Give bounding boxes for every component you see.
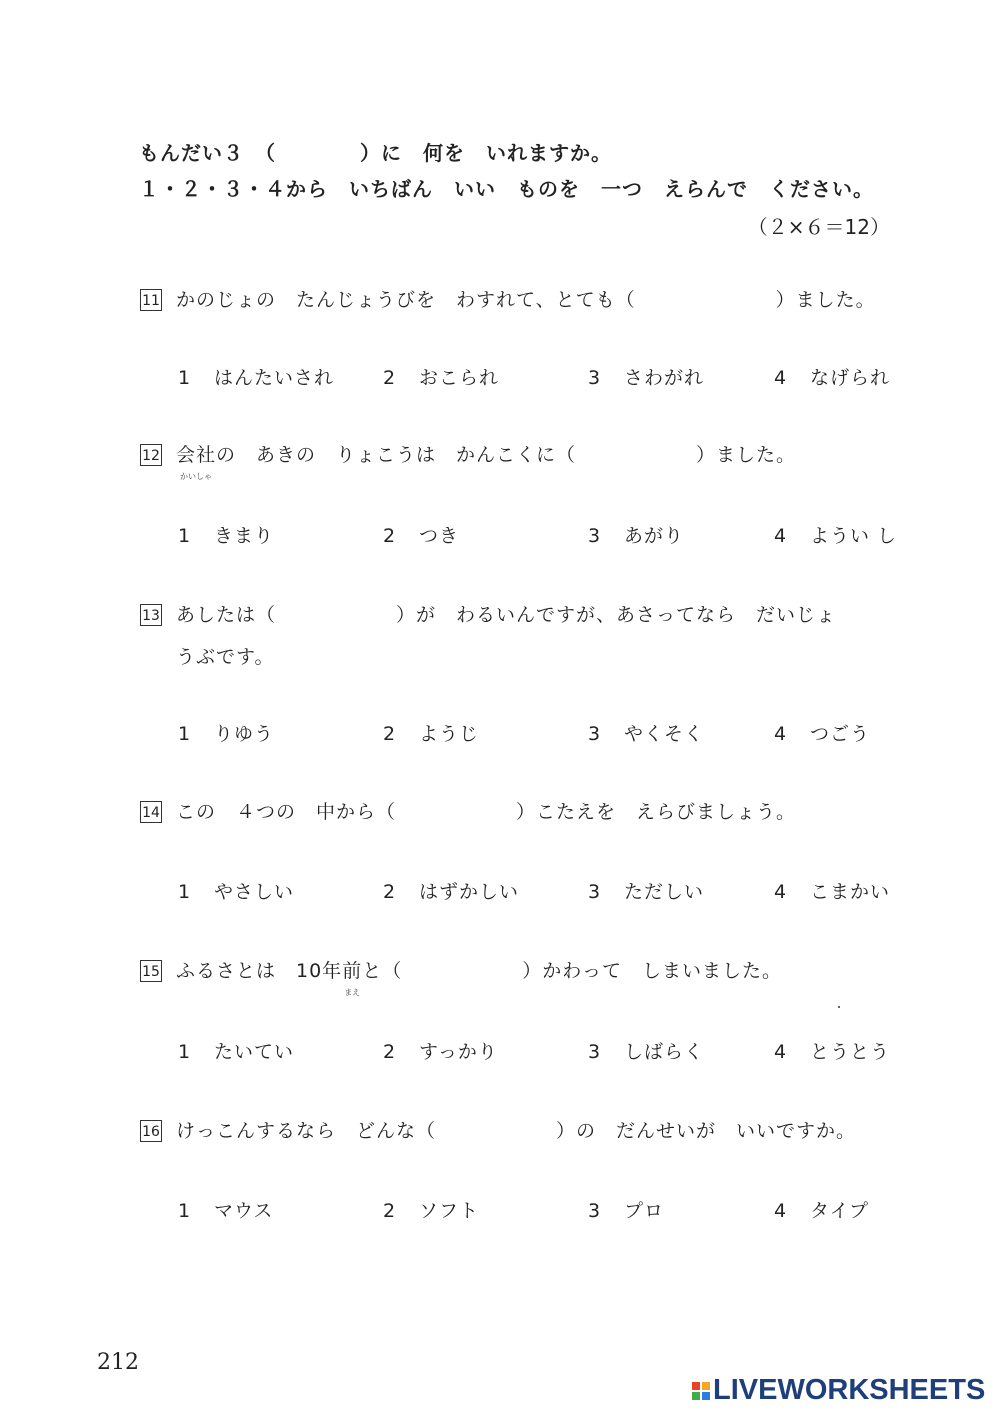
option-1[interactable]: 1 たいてい (178, 1041, 295, 1063)
option-3[interactable]: 3 プロ (588, 1200, 665, 1222)
question-number: 11 (140, 289, 162, 311)
kanji-word: 会社 (176, 444, 217, 466)
option-2[interactable]: 2 おこられ (383, 367, 500, 389)
option-3[interactable]: 3 あがり (588, 525, 685, 547)
options-15 (178, 1037, 918, 1063)
option-4[interactable]: 4 こまかい (774, 881, 891, 903)
question-text: けっこんするなら どんな（ ）の だんせいが いいですか。 (176, 1120, 857, 1142)
options-16 (178, 1196, 918, 1222)
furigana: かいしゃ (180, 472, 212, 481)
option-2[interactable]: 2 ソフト (383, 1200, 480, 1222)
question-number: 12 (140, 444, 162, 466)
options-14 (178, 877, 918, 903)
question-text: かのじょの たんじょうびを わすれて、とても（ ）ました。 (176, 289, 876, 311)
option-2[interactable]: 2 ようじ (383, 723, 480, 745)
option-4[interactable]: 4 とうとう (774, 1041, 891, 1063)
options-12 (178, 521, 918, 547)
question-number: 13 (140, 604, 162, 626)
furigana: まえ (344, 988, 361, 997)
logo-squares-icon (692, 1382, 710, 1400)
option-1[interactable]: 1 きまり (178, 525, 275, 547)
stray-mark (838, 1006, 840, 1008)
question-text: この ４つの 中から（ ）こたえを えらびましょう。 (176, 801, 797, 823)
option-2[interactable]: 2 はずかしい (383, 881, 520, 903)
option-1[interactable]: 1 やさしい (178, 881, 295, 903)
option-3[interactable]: 3 やくそく (588, 723, 705, 745)
instruction-line-1: もんだい３ （ ）に 何を いれますか。 (139, 141, 612, 165)
question-text-continued: うぶです。 (176, 646, 275, 668)
option-2[interactable]: 2 すっかり (383, 1041, 498, 1063)
logo-text: LIVEWORKSHEETS (713, 1374, 986, 1406)
option-1[interactable]: 1 マウス (178, 1200, 274, 1222)
question-text: ふるさとは 10年前 まえ と（ ）かわって しまいました。 (176, 958, 782, 984)
liveworksheets-logo[interactable] (692, 1374, 985, 1407)
instruction-line-2: １・２・３・４から いちばん いい ものを 一つ えらんで ください。 (139, 177, 874, 201)
option-1[interactable]: 1 はんたいされ (178, 367, 335, 389)
question-number: 15 (140, 960, 162, 982)
option-2[interactable]: 2 つき (383, 525, 460, 547)
option-4[interactable]: 4 つごう (774, 723, 871, 745)
options-11 (178, 363, 918, 389)
question-number: 14 (140, 801, 162, 823)
option-4[interactable]: 4 ようい し (774, 525, 898, 547)
question-text: あしたは（ ）が わるいんですが、あさってなら だいじょ (176, 604, 837, 626)
score-note: （２×６＝12） (747, 215, 890, 239)
option-1[interactable]: 1 りゆう (178, 723, 275, 745)
option-4[interactable]: 4 なげられ (774, 367, 891, 389)
option-4[interactable]: 4 タイプ (774, 1200, 870, 1222)
option-3[interactable]: 3 しばらく (588, 1041, 705, 1063)
question-text: 会社 かいしゃ の あきの りょこうは かんこくに（ ）ました。 (176, 442, 796, 468)
question-number: 16 (140, 1120, 162, 1142)
page-number: 212 (97, 1350, 139, 1375)
kanji-word: 前 (342, 960, 363, 982)
option-3[interactable]: 3 さわがれ (588, 367, 705, 389)
option-3[interactable]: 3 ただしい (588, 881, 705, 903)
options-13 (178, 719, 918, 745)
